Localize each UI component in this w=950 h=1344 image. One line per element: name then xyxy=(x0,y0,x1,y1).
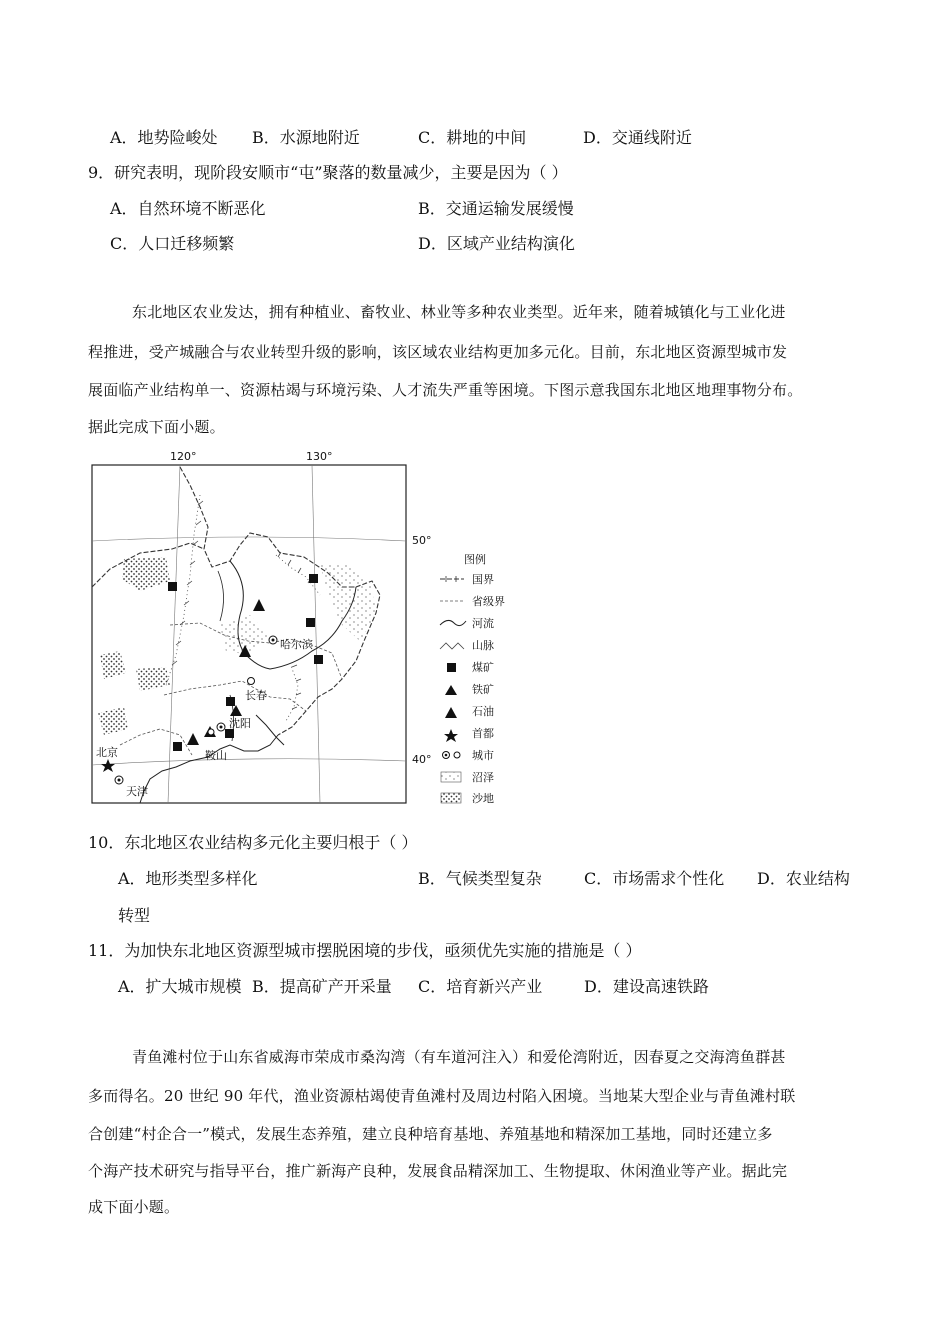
passage1-line-2: 程推进，受产城融合与农业转型升级的影响，该区域农业结构更加多元化。目前，东北地区资源型城市发 xyxy=(88,343,788,361)
map-legend xyxy=(440,552,505,805)
passage2-line-4: 个海产技术研究与指导平台，推广新海产良种，发展食品精深加工、生物提取、休闲渔业等产业。据此完 xyxy=(88,1162,788,1180)
passage1-line-1: 东北地区农业发达，拥有种植业、畜牧业、林业等多种农业类型。近年来，随着城镇化与工业化进 xyxy=(132,303,786,321)
q9-stem: 9．研究表明，现阶段安顺市“屯”聚落的数量减少，主要是因为（ ） xyxy=(88,163,568,182)
city-anshan-marker xyxy=(208,729,214,735)
q11-stem: 11．为加快东北地区资源型城市摆脱困境的步伐，亟须优先实施的措施是（ ） xyxy=(88,941,642,960)
coal-mine-4 xyxy=(314,655,323,664)
legend-mountain: 山脉 xyxy=(472,639,494,652)
passage2-line-2: 多而得名。20 世纪 90 年代，渔业资源枯竭使青鱼滩村及周边村陷入困境。当地某大型企业与青鱼滩村联 xyxy=(88,1087,796,1105)
q10-option-a: A．地形类型多样化 xyxy=(118,869,258,888)
coal-mine-1 xyxy=(168,582,177,591)
q10-option-d: D．农业结构 xyxy=(757,869,850,888)
q10-option-b: B．气候类型复杂 xyxy=(418,869,542,888)
northeast-china-map xyxy=(80,445,520,810)
passage2-line-3: 合创建“村企合一”模式，发展生态养殖，建立良种培育基地、养殖基地和精深加工基地，同时还建立多 xyxy=(88,1125,773,1143)
q11-option-c: C．培育新兴产业 xyxy=(418,977,543,996)
passage1-line-3: 展面临产业结构单一、资源枯竭与环境污染、人才流失严重等困境。下图示意我国东北地区地理事物分布。 xyxy=(88,381,803,399)
q10-option-d-wrap: 转型 xyxy=(118,906,151,925)
q10-option-c: C．市场需求个性化 xyxy=(584,869,725,888)
q9-option-c: C．人口迁移频繁 xyxy=(110,234,235,253)
coal-mine-3 xyxy=(306,618,315,627)
lon-label-130: 130° xyxy=(306,450,333,463)
lat-label-50: 50° xyxy=(412,534,432,547)
q10-stem: 10．东北地区农业结构多元化主要归根于（ ） xyxy=(88,833,418,852)
city-label-changchun: 长春 xyxy=(245,689,267,702)
legend-coal: 煤矿 xyxy=(472,661,494,674)
lat-label-40: 40° xyxy=(412,753,432,766)
legend-iron: 铁矿 xyxy=(472,683,494,696)
q9-option-a: A．自然环境不断恶化 xyxy=(110,199,266,218)
coal-mine-7 xyxy=(173,742,182,751)
q9-option-d: D．区域产业结构演化 xyxy=(418,234,575,253)
legend-capital: 首都 xyxy=(472,727,494,740)
passage2-line-1: 青鱼滩村位于山东省威海市荣成市桑沟湾（有车道河注入）和爱伦湾附近，因春夏之交海湾鱼群甚 xyxy=(132,1048,786,1066)
legend-national-border: 国界 xyxy=(472,573,494,586)
coal-mine-2 xyxy=(309,574,318,583)
coal-mine-5 xyxy=(226,697,235,706)
passage2-line-5: 成下面小题。 xyxy=(88,1198,180,1216)
legend-provincial-border: 省级界 xyxy=(472,595,505,608)
q8-option-c: C．耕地的中间 xyxy=(418,128,527,147)
legend-title: 图例 xyxy=(464,553,486,566)
coal-mine-6 xyxy=(225,729,234,738)
city-label-harbin: 哈尔滨 xyxy=(280,638,313,651)
city-label-beijing: 北京 xyxy=(96,746,118,759)
q11-option-b: B．提高矿产开采量 xyxy=(252,977,392,996)
legend-marsh: 沼泽 xyxy=(472,771,494,784)
q8-option-d: D．交通线附近 xyxy=(583,128,692,147)
passage1-line-4: 据此完成下面小题。 xyxy=(88,418,225,436)
legend-sand: 沙地 xyxy=(472,792,494,805)
q11-option-d: D．建设高速铁路 xyxy=(584,977,709,996)
q9-option-b: B．交通运输发展缓慢 xyxy=(418,199,574,218)
city-label-shenyang: 沈阳 xyxy=(229,717,251,730)
q8-option-b: B．水源地附近 xyxy=(252,128,360,147)
city-label-anshan: 鞍山 xyxy=(205,749,227,762)
city-label-tianjin: 天津 xyxy=(126,785,148,798)
city-changchun-marker xyxy=(248,678,255,685)
legend-river: 河流 xyxy=(472,617,494,630)
legend-oil: 石油 xyxy=(472,705,494,718)
lon-label-120: 120° xyxy=(170,450,197,463)
q11-option-a: A．扩大城市规模 xyxy=(118,977,242,996)
legend-city: 城市 xyxy=(472,749,494,762)
q8-option-a: A．地势险峻处 xyxy=(110,128,218,147)
